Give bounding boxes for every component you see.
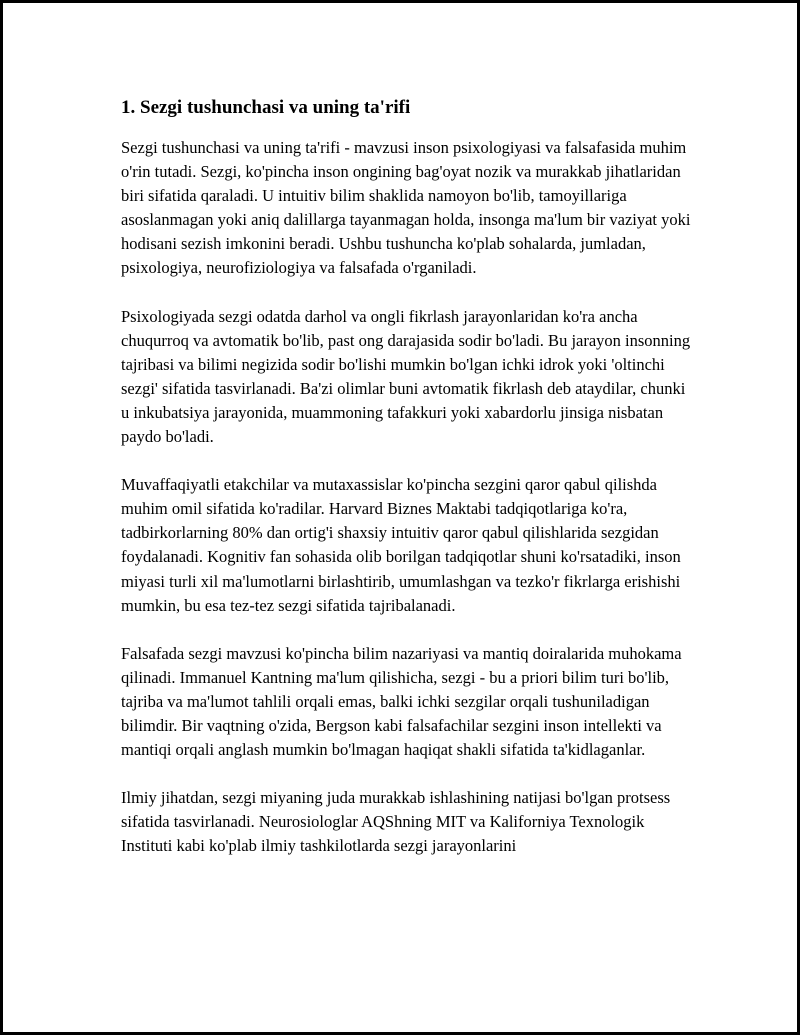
paragraph-intro: Sezgi tushunchasi va uning ta'rifi - mavzusi inson psixologiyasi va falsafasida muhim o'rin tutadi. Sezgi, ko'pincha inson ongining bag'oyat nozik va murakkab jihatlaridan biri sifatida qaraladi. U intuitiv bilim shaklida namoyon bo'lib, tamoyillariga asoslanmagan yoki aniq dalillarga tayanmagan holda, insonga ma'lum bir vaziyat yoki hodisani sezish imkonini beradi. Ushbu tushuncha ko'plab sohalarda, jumladan, psixologiya, neurofiziologiya va falsafada o'rganiladi. <box>121 138 691 278</box>
paragraph-psychology: Psixologiyada sezgi odatda darhol va ongli fikrlash jarayonlaridan ko'ra ancha chuqurroq va avtomatik bo'lib, past ong darajasida sodir bo'ladi. Bu jarayon insonning tajribasi va bilimi negizida sodir bo'lishi mumkin bo'lgan ichki idrok yoki 'oltinchi sezgi' sifatida tasvirlanadi. Ba'zi olimlar buni avtomatik fikrlash deb ataydilar, chunki u inkubatsiya jarayonida, muammoning tafakkuri yoki xabardorlu jinsiga nisbatan paydo bo'ladi. <box>121 306 691 447</box>
paragraph-science: Ilmiy jihatdan, sezgi miyaning juda murakkab ishlashining natijasi bo'lgan protsess sifatida tasvirlanadi. Neurosiologlar AQShning MIT va Kaliforniya Texnologik Instituti kabi ko'plab ilmiy tashkilotlarda sezgi jarayonlarini <box>121 788 671 856</box>
paragraph-leaders: Muvaffaqiyatli etakchilar va mutaxassislar ko'pincha sezgini qaror qabul qilishda muhim omil sifatida ko'radilar. Harvard Biznes Maktabi tadqiqotlariga ko'ra, tadbirkorlarning 80% dan ortig'i shaxsiy intuitiv qaror qabul qilishlarida sezgidan foydalanadi. Kognitiv fan sohasida olib borilgan tadqiqotlar shuni ko'rsatadiki, inson miyasi turli xil ma'lumotlarni birlashtirib, umumlashgan va tezko'r fikrlarga erishishi mumkin, bu esa tez-tez sezgi sifatida tajribalanadi. <box>121 475 681 615</box>
document-body <box>121 96 691 882</box>
paragraph-philosophy: Falsafada sezgi mavzusi ko'pincha bilim nazariyasi va mantiq doiralarida muhokama qilinadi. Immanuel Kantning ma'lum qilishicha, sezgi - bu a priori bilim turi bo'lib, tajriba va ma'lumot tahlili orqali emas, balki ichki sezgilar orqali tushuniladigan bilimdir. Bir vaqtning o'zida, Bergson kabi falsafachilar sezgini inson intellekti va mantiqi orqali anglash mumkin bo'lmagan haqiqat shakli sifatida ta'kidlaganlar. <box>121 643 682 760</box>
section-heading: 1. Sezgi tushunchasi va uning ta'rifi <box>121 97 411 118</box>
